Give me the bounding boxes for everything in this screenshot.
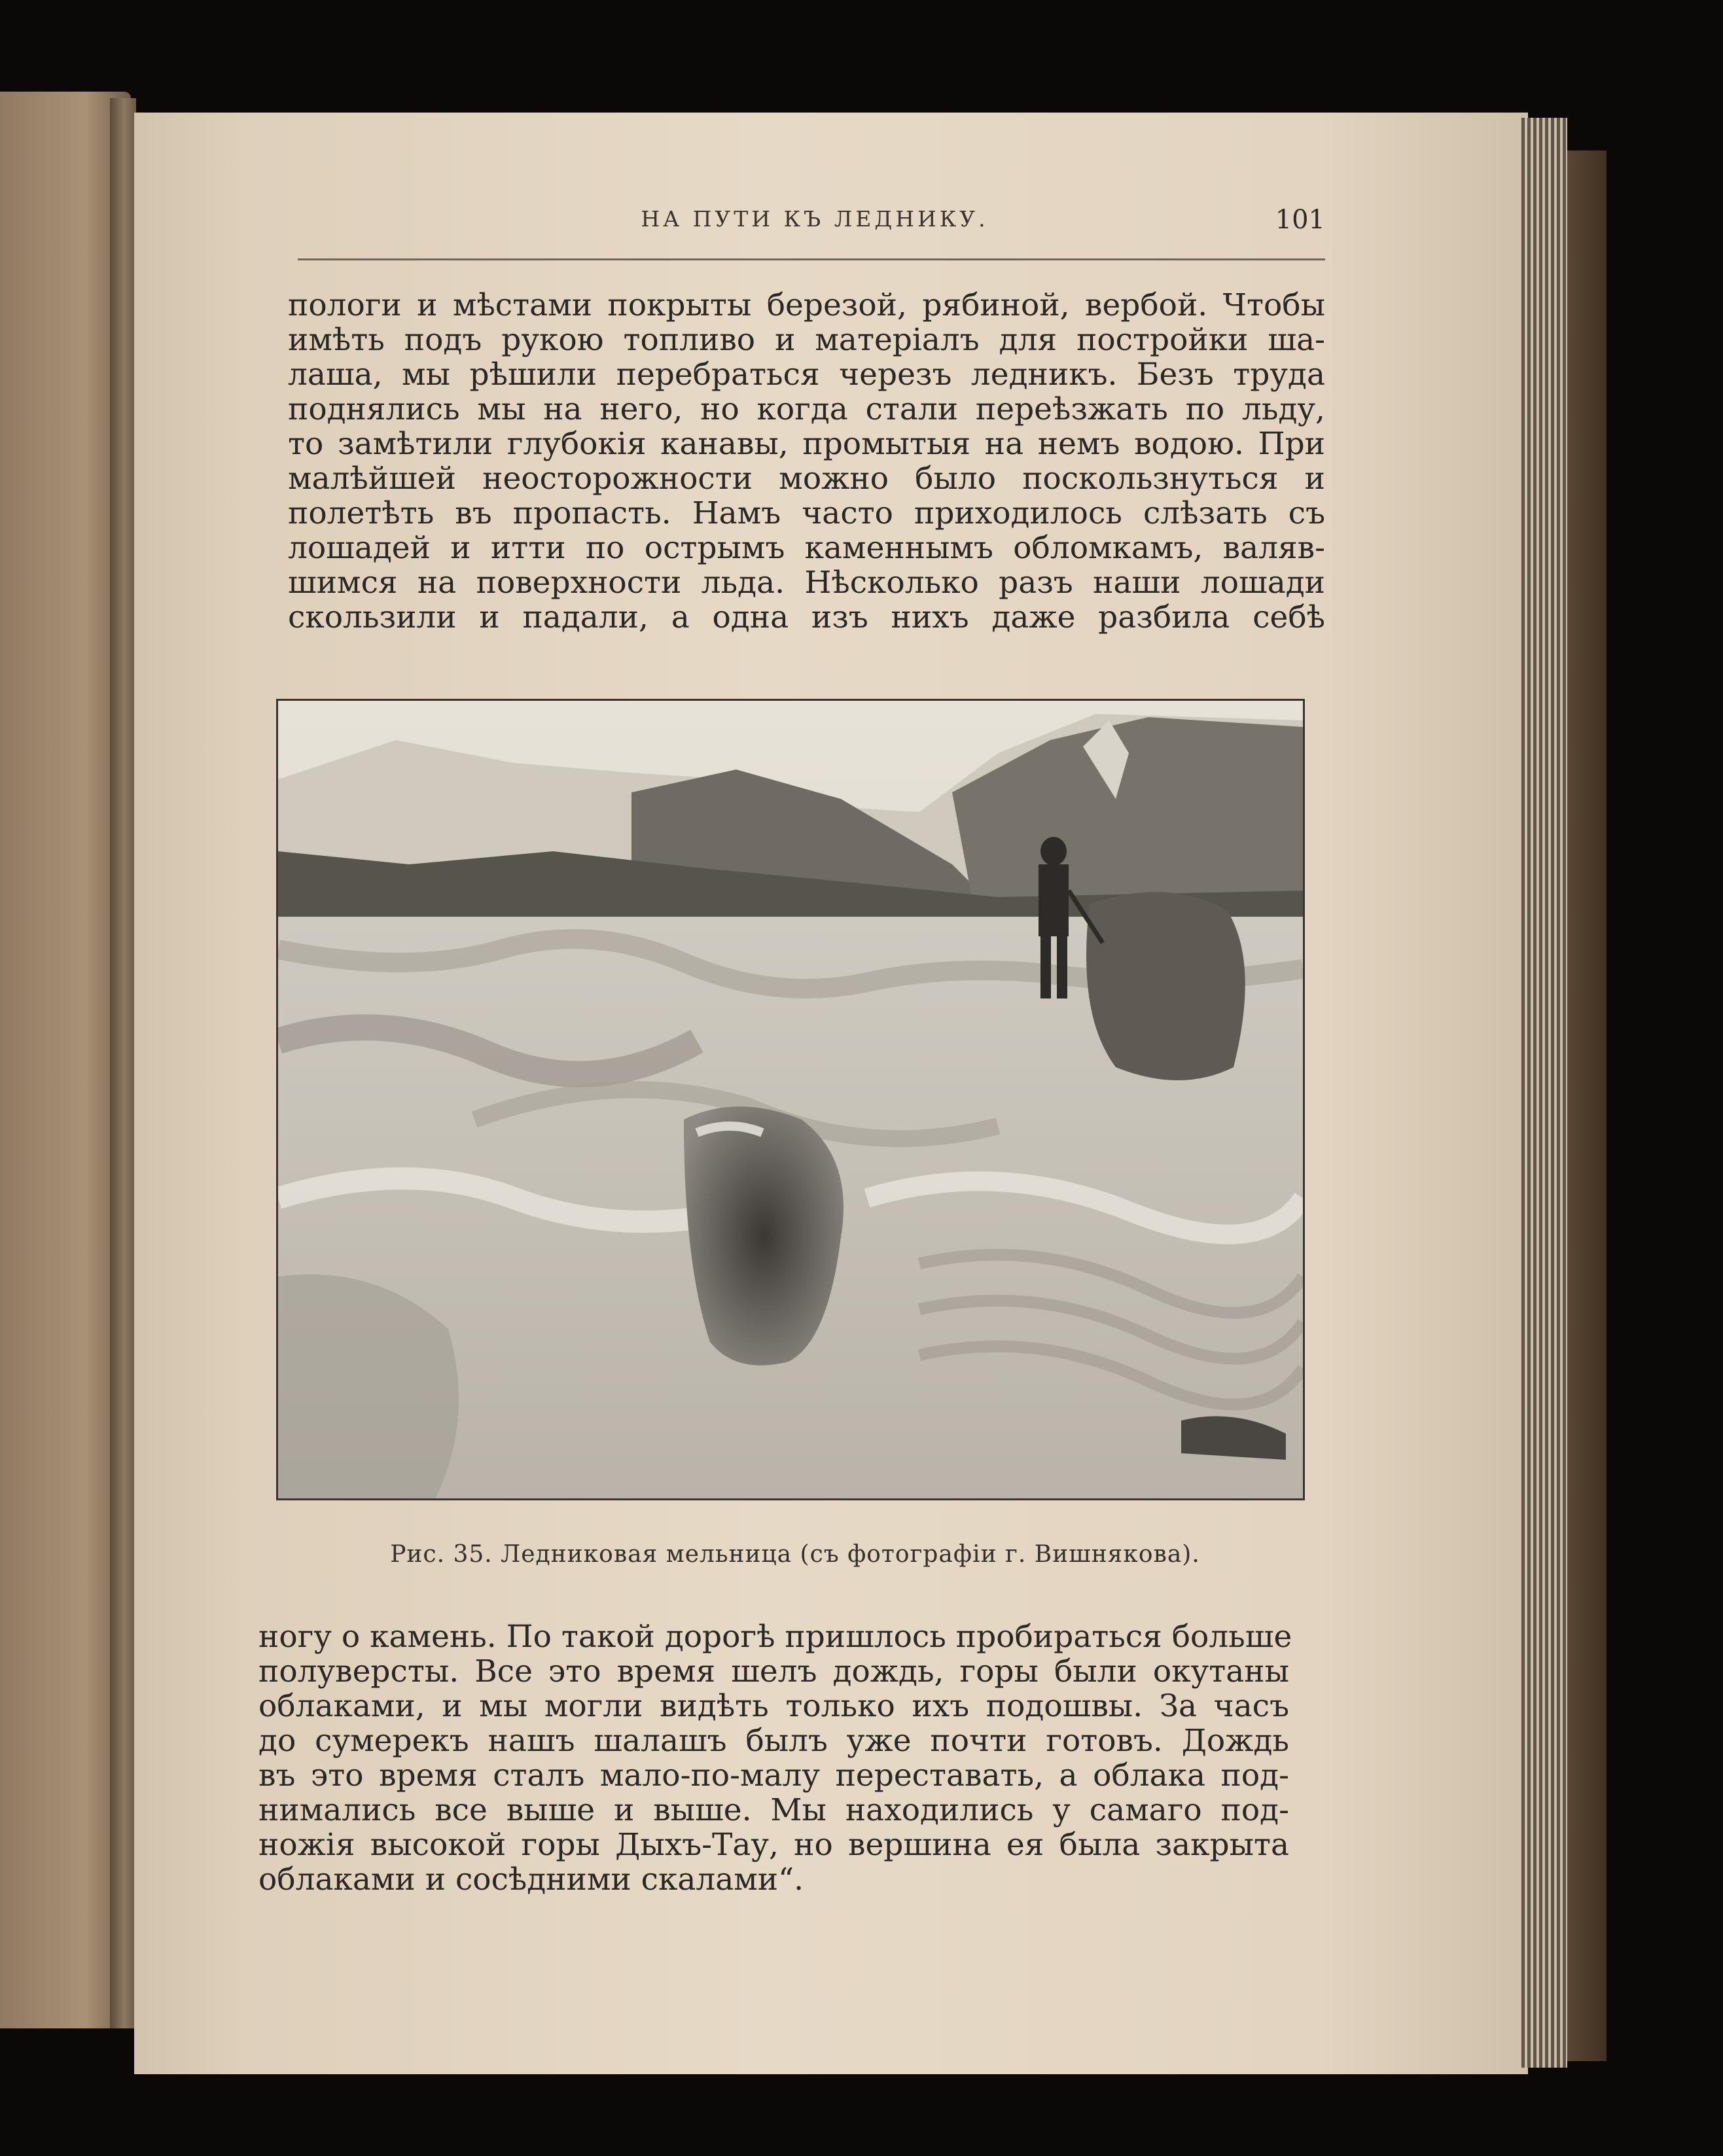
- text-line: облаками и сосѣдними скалами“.: [258, 1862, 804, 1898]
- text-line: лошадей и итти по острымъ каменнымъ обломкамъ, валяв-: [288, 530, 1325, 566]
- paragraph-top: [288, 288, 1325, 635]
- glacier-photo: [276, 699, 1305, 1500]
- text-line: полуверсты. Все это время шелъ дождь, горы были окутаны: [258, 1653, 1289, 1689]
- text-line: облаками, и мы могли видѣть только ихъ подошвы. За часъ: [258, 1688, 1289, 1724]
- text-line: ножія высокой горы Дыхъ-Тау, но вершина ея была закрыта: [258, 1827, 1289, 1863]
- text-line: пологи и мѣстами покрыты березой, рябиной, вербой. Чтобы: [288, 287, 1325, 323]
- text-line: полетѣть въ пропасть. Намъ часто приходилось слѣзать съ: [288, 495, 1325, 531]
- page-header: [298, 205, 1325, 260]
- text-line: въ это время сталъ мало-по-малу переставать, а облака под-: [258, 1758, 1289, 1794]
- text-line: шимся на поверхности льда. Нѣсколько разъ наши лошади: [288, 565, 1325, 601]
- book-gutter: [110, 98, 136, 2028]
- glacier-mill-illustration: [278, 701, 1303, 1498]
- text-line: нимались все выше и выше. Мы находились у самаго под-: [258, 1792, 1289, 1828]
- text-line: имѣть подъ рукою топливо и матеріалъ для постройки ша-: [288, 322, 1325, 358]
- page-number: 101: [1275, 205, 1325, 235]
- text-line: ногу о камень. По такой дорогѣ пришлось пробираться больше: [258, 1619, 1292, 1655]
- paragraph-bottom: [258, 1619, 1292, 1898]
- running-head: НА ПУТИ КЪ ЛЕДНИКУ.: [641, 206, 989, 232]
- text-line: лаша, мы рѣшили перебраться черезъ ледникъ. Безъ труда: [288, 357, 1325, 393]
- text-line: скользили и падали, а одна изъ нихъ даже разбила себѣ: [288, 599, 1325, 635]
- figure-caption: Рис. 35. Ледниковая мельница (съ фотографіи г. Вишнякова).: [390, 1541, 1200, 1568]
- text-line: поднялись мы на него, но когда стали переѣзжать по льду,: [288, 391, 1325, 427]
- book-cover: [1567, 150, 1607, 2061]
- page-edges: [1521, 118, 1567, 2068]
- text-line: до сумерекъ нашъ шалашъ былъ уже почти готовъ. Дождь: [258, 1723, 1289, 1759]
- text-line: малѣйшей неосторожности можно было поскользнуться и: [288, 461, 1325, 497]
- text-line: то замѣтили глубокія канавы, промытыя на немъ водою. При: [288, 426, 1325, 462]
